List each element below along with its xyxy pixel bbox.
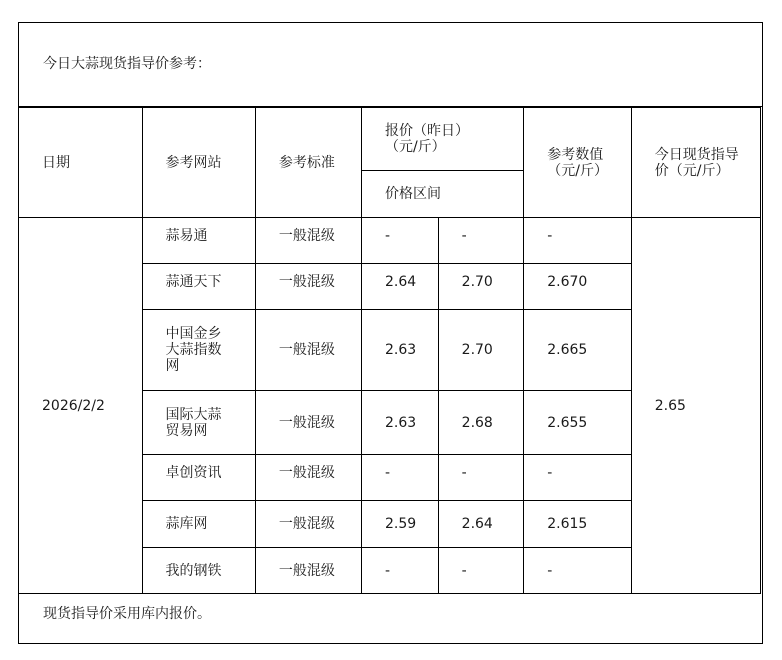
header-row xyxy=(19,108,761,171)
standard-cell: 一般混级 xyxy=(255,264,361,310)
ref-value-cell: 2.655 xyxy=(524,391,632,455)
standard-cell: 一般混级 xyxy=(255,501,361,548)
high-price-cell: 2.70 xyxy=(438,264,524,310)
low-price-cell: 2.63 xyxy=(361,310,438,391)
low-price-cell: - xyxy=(361,455,438,501)
ref-value-cell: - xyxy=(524,218,632,264)
high-price-cell: 2.64 xyxy=(438,501,524,548)
price-reference-document xyxy=(18,22,763,644)
standard-cell: 一般混级 xyxy=(255,310,361,391)
header-site: 参考网站 xyxy=(142,108,255,218)
header-standard: 参考标准 xyxy=(255,108,361,218)
site-cell: 国际大蒜贸易网 xyxy=(142,391,255,455)
header-ref-value: 参考数值（元/斤） xyxy=(524,108,632,218)
ref-value-cell: 2.665 xyxy=(524,310,632,391)
site-cell: 蒜通天下 xyxy=(142,264,255,310)
ref-value-cell: - xyxy=(524,548,632,594)
low-price-cell: 2.59 xyxy=(361,501,438,548)
table-row xyxy=(19,218,761,264)
site-cell: 中国金乡大蒜指数网 xyxy=(142,310,255,391)
header-today-price: 今日现货指导价（元/斤） xyxy=(631,108,760,218)
header-quote: 报价（昨日）（元/斤） xyxy=(361,108,523,171)
site-cell: 卓创资讯 xyxy=(142,455,255,501)
ref-value-cell: - xyxy=(524,455,632,501)
price-table xyxy=(18,107,761,594)
low-price-cell: - xyxy=(361,548,438,594)
standard-cell: 一般混级 xyxy=(255,548,361,594)
high-price-cell: - xyxy=(438,455,524,501)
header-date: 日期 xyxy=(19,108,143,218)
date-cell: 2026/2/2 xyxy=(19,218,143,594)
footer-section xyxy=(19,591,762,643)
header-range: 价格区间 xyxy=(361,171,523,218)
standard-cell: 一般混级 xyxy=(255,455,361,501)
high-price-cell: - xyxy=(438,548,524,594)
high-price-cell: - xyxy=(438,218,524,264)
standard-cell: 一般混级 xyxy=(255,218,361,264)
today-price-cell: 2.65 xyxy=(631,218,760,594)
intro-text: 今日大蒜现货指导价参考： xyxy=(43,56,211,72)
high-price-cell: 2.68 xyxy=(438,391,524,455)
site-cell: 蒜易通 xyxy=(142,218,255,264)
site-cell: 我的钢铁 xyxy=(142,548,255,594)
low-price-cell: 2.63 xyxy=(361,391,438,455)
standard-cell: 一般混级 xyxy=(255,391,361,455)
low-price-cell: - xyxy=(361,218,438,264)
footer-note: 现货指导价采用库内报价。 xyxy=(43,606,211,622)
ref-value-cell: 2.615 xyxy=(524,501,632,548)
site-cell: 蒜库网 xyxy=(142,501,255,548)
high-price-cell: 2.70 xyxy=(438,310,524,391)
low-price-cell: 2.64 xyxy=(361,264,438,310)
intro-section xyxy=(19,23,762,107)
ref-value-cell: 2.670 xyxy=(524,264,632,310)
